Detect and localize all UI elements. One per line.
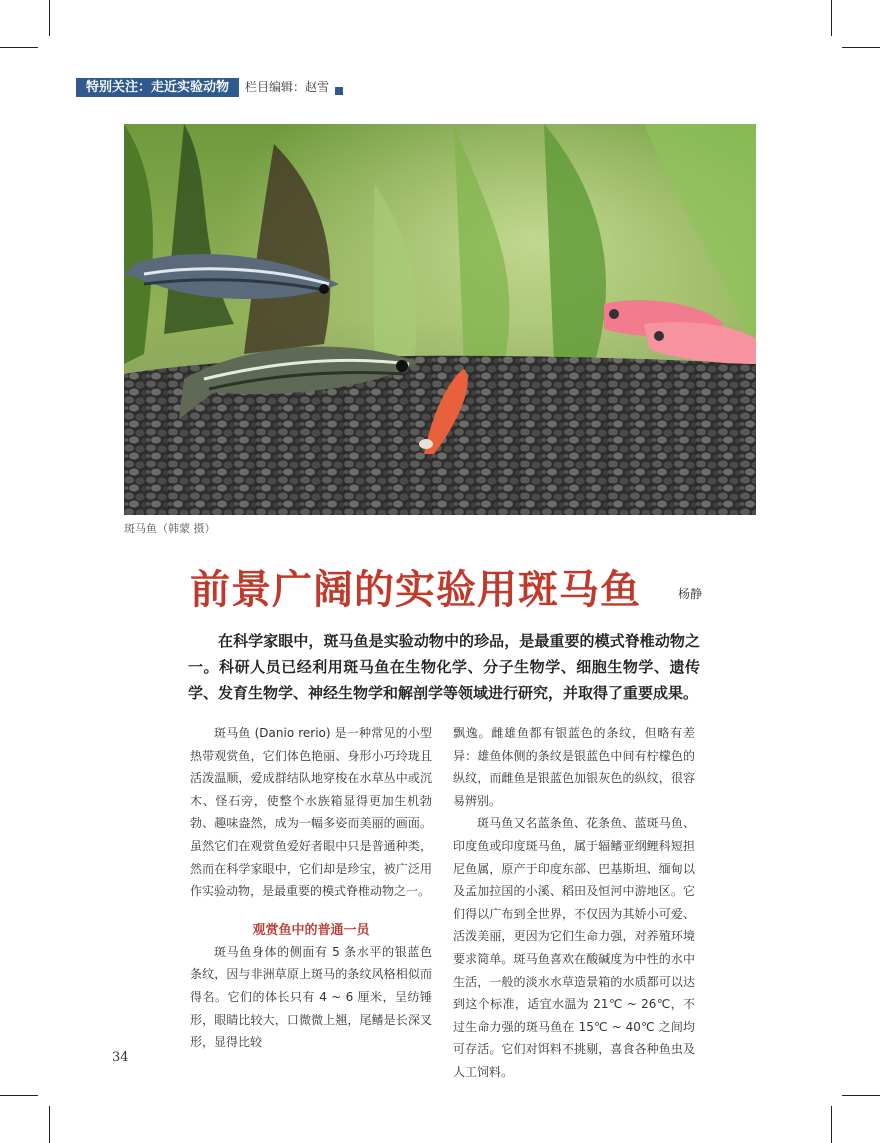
crop-mark <box>831 0 832 36</box>
crop-mark <box>842 47 880 48</box>
crop-mark <box>49 0 50 36</box>
header-square-icon <box>335 87 343 95</box>
zebrafish-photo <box>124 124 756 515</box>
page-number: 34 <box>112 1050 129 1065</box>
section-editor: 栏目编辑：赵雪 <box>245 80 330 94</box>
section-header <box>76 78 343 97</box>
photo-caption: 斑马鱼（韩蒙 摄） <box>124 522 216 535</box>
paragraph: 飘逸。雌雄鱼都有银蓝色的条纹，但略有差异：雄鱼体侧的条纹是银蓝色中间有柠檬色的纵纹，而雌鱼是银蓝色加银灰色的纵纹，很容易辨别。 <box>453 726 695 808</box>
paragraph: 斑马鱼又名蓝条鱼、花条鱼、蓝斑马鱼、印度鱼或印度斑马鱼，属于辐鳍亚纲鲤科短担尼鱼属，原产于印度东部、巴基斯坦、缅甸以及孟加拉国的小溪、稻田及恒河中游地区。它们得以广布到全世界，不仅因为其娇小可爱、活泼美丽，更因为它们生命力强，对养殖环境要求简单。斑马鱼喜欢在酸碱度为中性的水中生活，一般的淡水水草造景箱的水质都可以达到这个标准，适宜水温为 21℃ ~ 26℃，不过生命力强的斑马鱼在 15℃ ~ 40℃ 之间均可存活。它们对饵料不挑剔，喜食各种鱼虫及人工饲料。 <box>453 816 695 1079</box>
article-title: 前景广阔的实验用斑马鱼 <box>190 567 641 613</box>
section-subhead: 观赏鱼中的普通一员 <box>252 922 370 938</box>
crop-mark <box>831 1106 832 1143</box>
crop-mark <box>0 47 38 48</box>
zebrafish-photo-illustration <box>124 124 756 515</box>
crop-mark <box>0 1095 38 1096</box>
article-author: 杨静 <box>678 587 703 601</box>
body-column-left <box>190 722 432 1054</box>
paragraph: 斑马鱼身体的侧面有 5 条水平的银蓝色条纹，因与非洲草原上斑马的条纹风格相似而得名。它们的体长只有 4 ~ 6 厘米，呈纺锤形，眼睛比较大，口微微上翘，尾鳍是长深叉形，显得比较 <box>190 944 432 1050</box>
crop-mark <box>842 1095 880 1096</box>
crop-mark <box>49 1106 50 1143</box>
section-tag: 特别关注：走近实验动物 <box>76 78 239 97</box>
body-column-right <box>453 722 695 1084</box>
paragraph: 斑马鱼 (Danio rerio) 是一种常见的小型热带观赏鱼，它们体色艳丽、身形小巧玲珑且活泼温顺，爱成群结队地穿梭在水草丛中或沉木、怪石旁，使整个水族箱显得更加生机勃勃、趣味盎然，成为一幅多姿而美丽的画面。虽然它们在观赏鱼爱好者眼中只是普通种类，然而在科学家眼中，它们却是珍宝，被广泛用作实验动物，是最重要的模式脊椎动物之一。 <box>190 726 432 899</box>
article-lead: 在科学家眼中，斑马鱼是实验动物中的珍品，是最重要的模式脊椎动物之一。科研人员已经利用斑马鱼在生物化学、分子生物学、细胞生物学、遗传学、发育生物学、神经生物学和解剖学等领域进行研究，并取得了重要成果。 <box>188 632 700 702</box>
